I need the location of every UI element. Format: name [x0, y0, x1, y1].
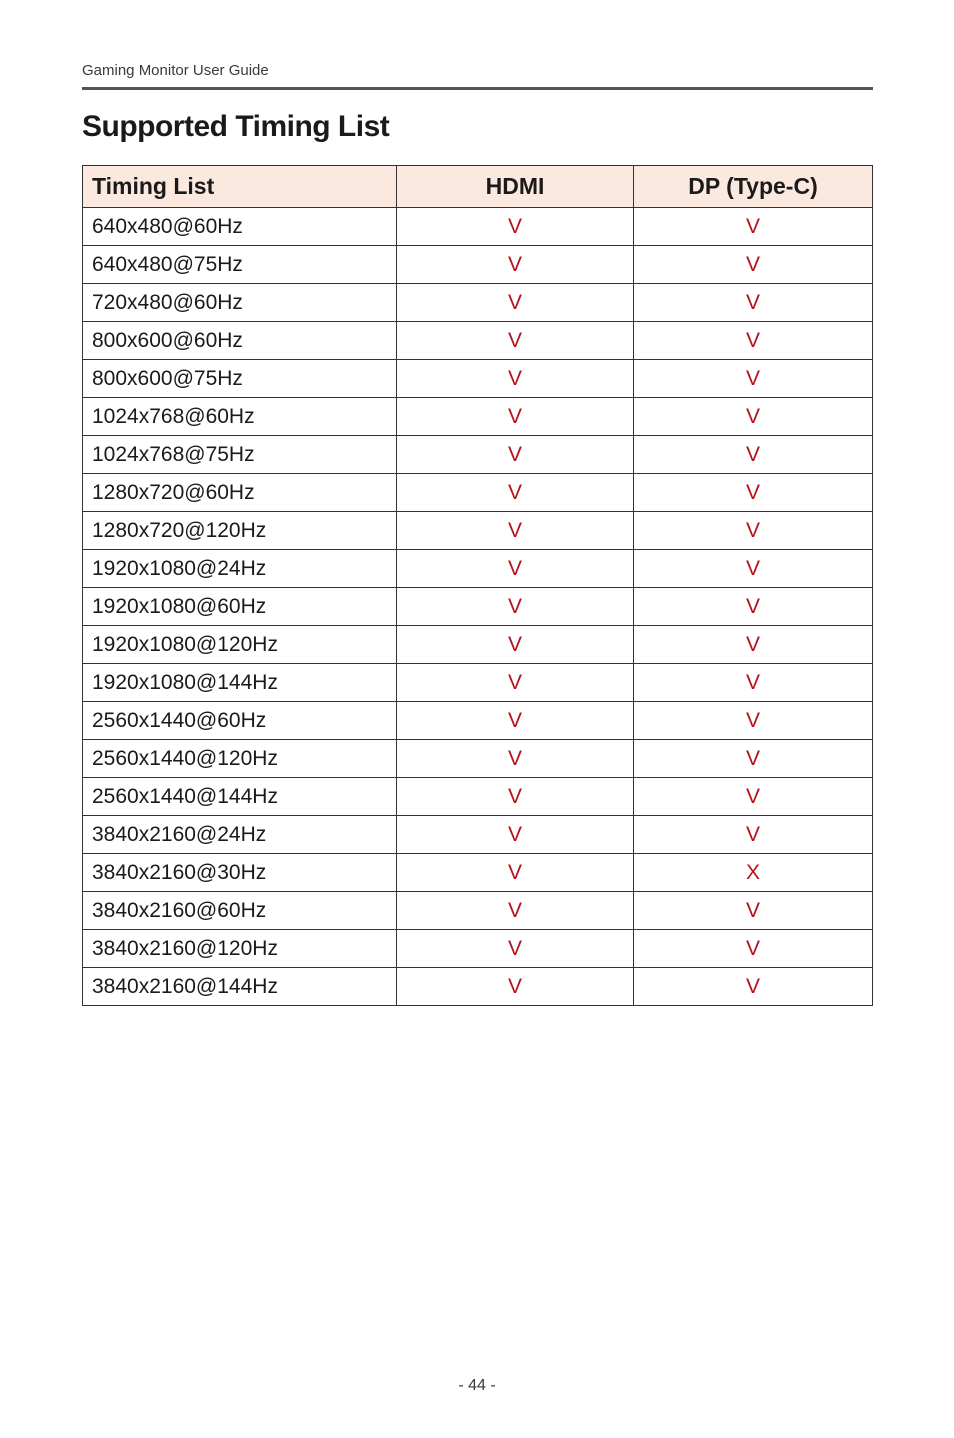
- hdmi-support-cell: V: [397, 892, 634, 930]
- hdmi-support-cell: V: [397, 588, 634, 626]
- page-title: Supported Timing List: [82, 110, 390, 143]
- hdmi-support-cell: V: [397, 322, 634, 360]
- dp-support-cell: V: [634, 778, 873, 816]
- timing-cell: 1024x768@75Hz: [83, 436, 397, 474]
- timing-cell: 1920x1080@24Hz: [83, 550, 397, 588]
- dp-support-cell: V: [634, 892, 873, 930]
- table-row: [83, 284, 873, 322]
- hdmi-support-cell: V: [397, 284, 634, 322]
- timing-cell: 3840x2160@144Hz: [83, 968, 397, 1006]
- table-row: [83, 626, 873, 664]
- hdmi-support-cell: V: [397, 398, 634, 436]
- dp-support-cell: V: [634, 930, 873, 968]
- timing-cell: 800x600@60Hz: [83, 322, 397, 360]
- header-rule: [82, 87, 873, 90]
- timing-cell: 720x480@60Hz: [83, 284, 397, 322]
- timing-cell: 1920x1080@120Hz: [83, 626, 397, 664]
- timing-cell: 640x480@75Hz: [83, 246, 397, 284]
- dp-support-cell: V: [634, 968, 873, 1006]
- table-row: [83, 512, 873, 550]
- page-number: - 44 -: [458, 1377, 496, 1394]
- timing-cell: 3840x2160@60Hz: [83, 892, 397, 930]
- hdmi-support-cell: V: [397, 550, 634, 588]
- timing-cell: 3840x2160@24Hz: [83, 816, 397, 854]
- dp-support-cell: V: [634, 626, 873, 664]
- dp-support-cell: V: [634, 398, 873, 436]
- timing-cell: 3840x2160@120Hz: [83, 930, 397, 968]
- timing-cell: 1280x720@60Hz: [83, 474, 397, 512]
- table-row: [83, 702, 873, 740]
- column-header-dp: DP (Type-C): [634, 166, 873, 208]
- dp-support-cell: X: [634, 854, 873, 892]
- hdmi-support-cell: V: [397, 930, 634, 968]
- hdmi-support-cell: V: [397, 854, 634, 892]
- timing-cell: 1920x1080@144Hz: [83, 664, 397, 702]
- hdmi-support-cell: V: [397, 740, 634, 778]
- hdmi-support-cell: V: [397, 702, 634, 740]
- dp-support-cell: V: [634, 284, 873, 322]
- hdmi-support-cell: V: [397, 474, 634, 512]
- dp-support-cell: V: [634, 436, 873, 474]
- hdmi-support-cell: V: [397, 626, 634, 664]
- table-row: [83, 474, 873, 512]
- column-header-hdmi: HDMI: [397, 166, 634, 208]
- table-row: [83, 436, 873, 474]
- dp-support-cell: V: [634, 474, 873, 512]
- timing-cell: 2560x1440@60Hz: [83, 702, 397, 740]
- timing-cell: 3840x2160@30Hz: [83, 854, 397, 892]
- timing-cell: 1280x720@120Hz: [83, 512, 397, 550]
- dp-support-cell: V: [634, 816, 873, 854]
- timing-cell: 2560x1440@120Hz: [83, 740, 397, 778]
- table-row: [83, 816, 873, 854]
- dp-support-cell: V: [634, 246, 873, 284]
- running-header: Gaming Monitor User Guide: [82, 62, 269, 79]
- dp-support-cell: V: [634, 740, 873, 778]
- table-row: [83, 246, 873, 284]
- hdmi-support-cell: V: [397, 246, 634, 284]
- hdmi-support-cell: V: [397, 208, 634, 246]
- table-row: [83, 550, 873, 588]
- table-row: [83, 208, 873, 246]
- hdmi-support-cell: V: [397, 664, 634, 702]
- table-row: [83, 930, 873, 968]
- dp-support-cell: V: [634, 360, 873, 398]
- table-header-row: [83, 166, 873, 208]
- table-row: [83, 398, 873, 436]
- dp-support-cell: V: [634, 512, 873, 550]
- dp-support-cell: V: [634, 322, 873, 360]
- timing-cell: 800x600@75Hz: [83, 360, 397, 398]
- hdmi-support-cell: V: [397, 778, 634, 816]
- hdmi-support-cell: V: [397, 512, 634, 550]
- timing-cell: 640x480@60Hz: [83, 208, 397, 246]
- table-row: [83, 360, 873, 398]
- dp-support-cell: V: [634, 702, 873, 740]
- hdmi-support-cell: V: [397, 360, 634, 398]
- column-header-timing: Timing List: [83, 166, 397, 208]
- table-row: [83, 664, 873, 702]
- table-row: [83, 892, 873, 930]
- table-row: [83, 854, 873, 892]
- table-row: [83, 588, 873, 626]
- timing-cell: 1024x768@60Hz: [83, 398, 397, 436]
- dp-support-cell: V: [634, 208, 873, 246]
- table-body: [83, 208, 873, 1006]
- timing-table: [82, 165, 873, 1006]
- table-row: [83, 322, 873, 360]
- timing-cell: 2560x1440@144Hz: [83, 778, 397, 816]
- dp-support-cell: V: [634, 664, 873, 702]
- timing-cell: 1920x1080@60Hz: [83, 588, 397, 626]
- table-row: [83, 968, 873, 1006]
- dp-support-cell: V: [634, 588, 873, 626]
- hdmi-support-cell: V: [397, 968, 634, 1006]
- table-row: [83, 778, 873, 816]
- hdmi-support-cell: V: [397, 816, 634, 854]
- dp-support-cell: V: [634, 550, 873, 588]
- hdmi-support-cell: V: [397, 436, 634, 474]
- table-row: [83, 740, 873, 778]
